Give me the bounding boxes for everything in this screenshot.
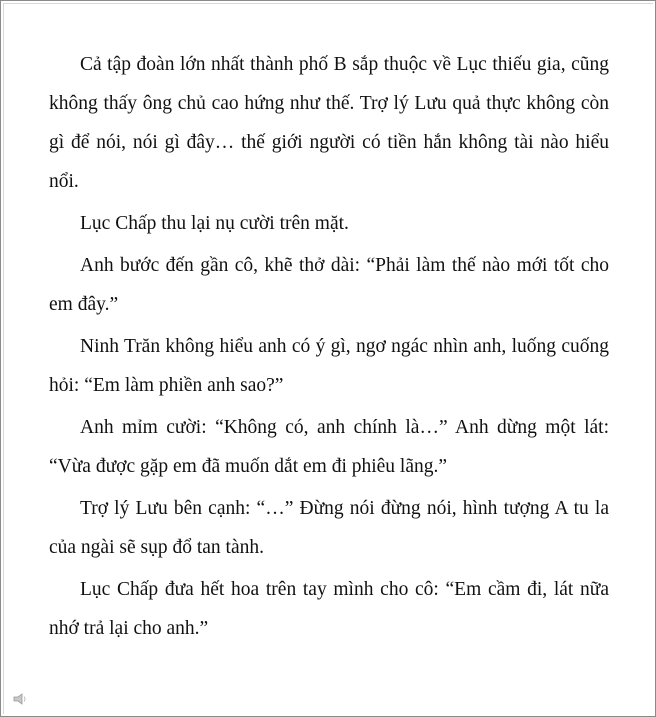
document-body [49, 45, 609, 651]
paragraph-2: Lục Chấp thu lại nụ cười trên mặt. [80, 213, 349, 234]
paragraph-6: Trợ lý Lưu bên cạnh: “…” Đừng nói đừng nói, hình tượng A tu la của ngài sẽ sụp đổ tan tành. [49, 498, 609, 558]
paragraph-7: Lục Chấp đưa hết hoa trên tay mình cho cô: “Em cầm đi, lát nữa nhớ trả lại cho anh.” [49, 579, 609, 639]
paragraph-4: Ninh Trăn không hiểu anh có ý gì, ngơ ngác nhìn anh, luống cuống hỏi: “Em làm phiền anh sao?” [49, 336, 609, 396]
paragraph-1: Cả tập đoàn lớn nhất thành phố B sắp thuộc về Lục thiếu gia, cũng không thấy ông chủ cao hứng như thế. Trợ lý Lưu quả thực không còn gì để nói, nói gì đây… thế giới người có tiền hắn không tài nào hiểu nổi. [49, 54, 609, 192]
paragraph-3: Anh bước đến gần cô, khẽ thở dài: “Phải làm thế nào mới tốt cho em đây.” [49, 255, 609, 315]
paragraph-5: Anh mỉm cười: “Không có, anh chính là…” Anh dừng một lát: “Vừa được gặp em đã muốn dắt em đi phiêu lãng.” [49, 417, 609, 477]
speaker-arrow-icon [13, 693, 27, 705]
